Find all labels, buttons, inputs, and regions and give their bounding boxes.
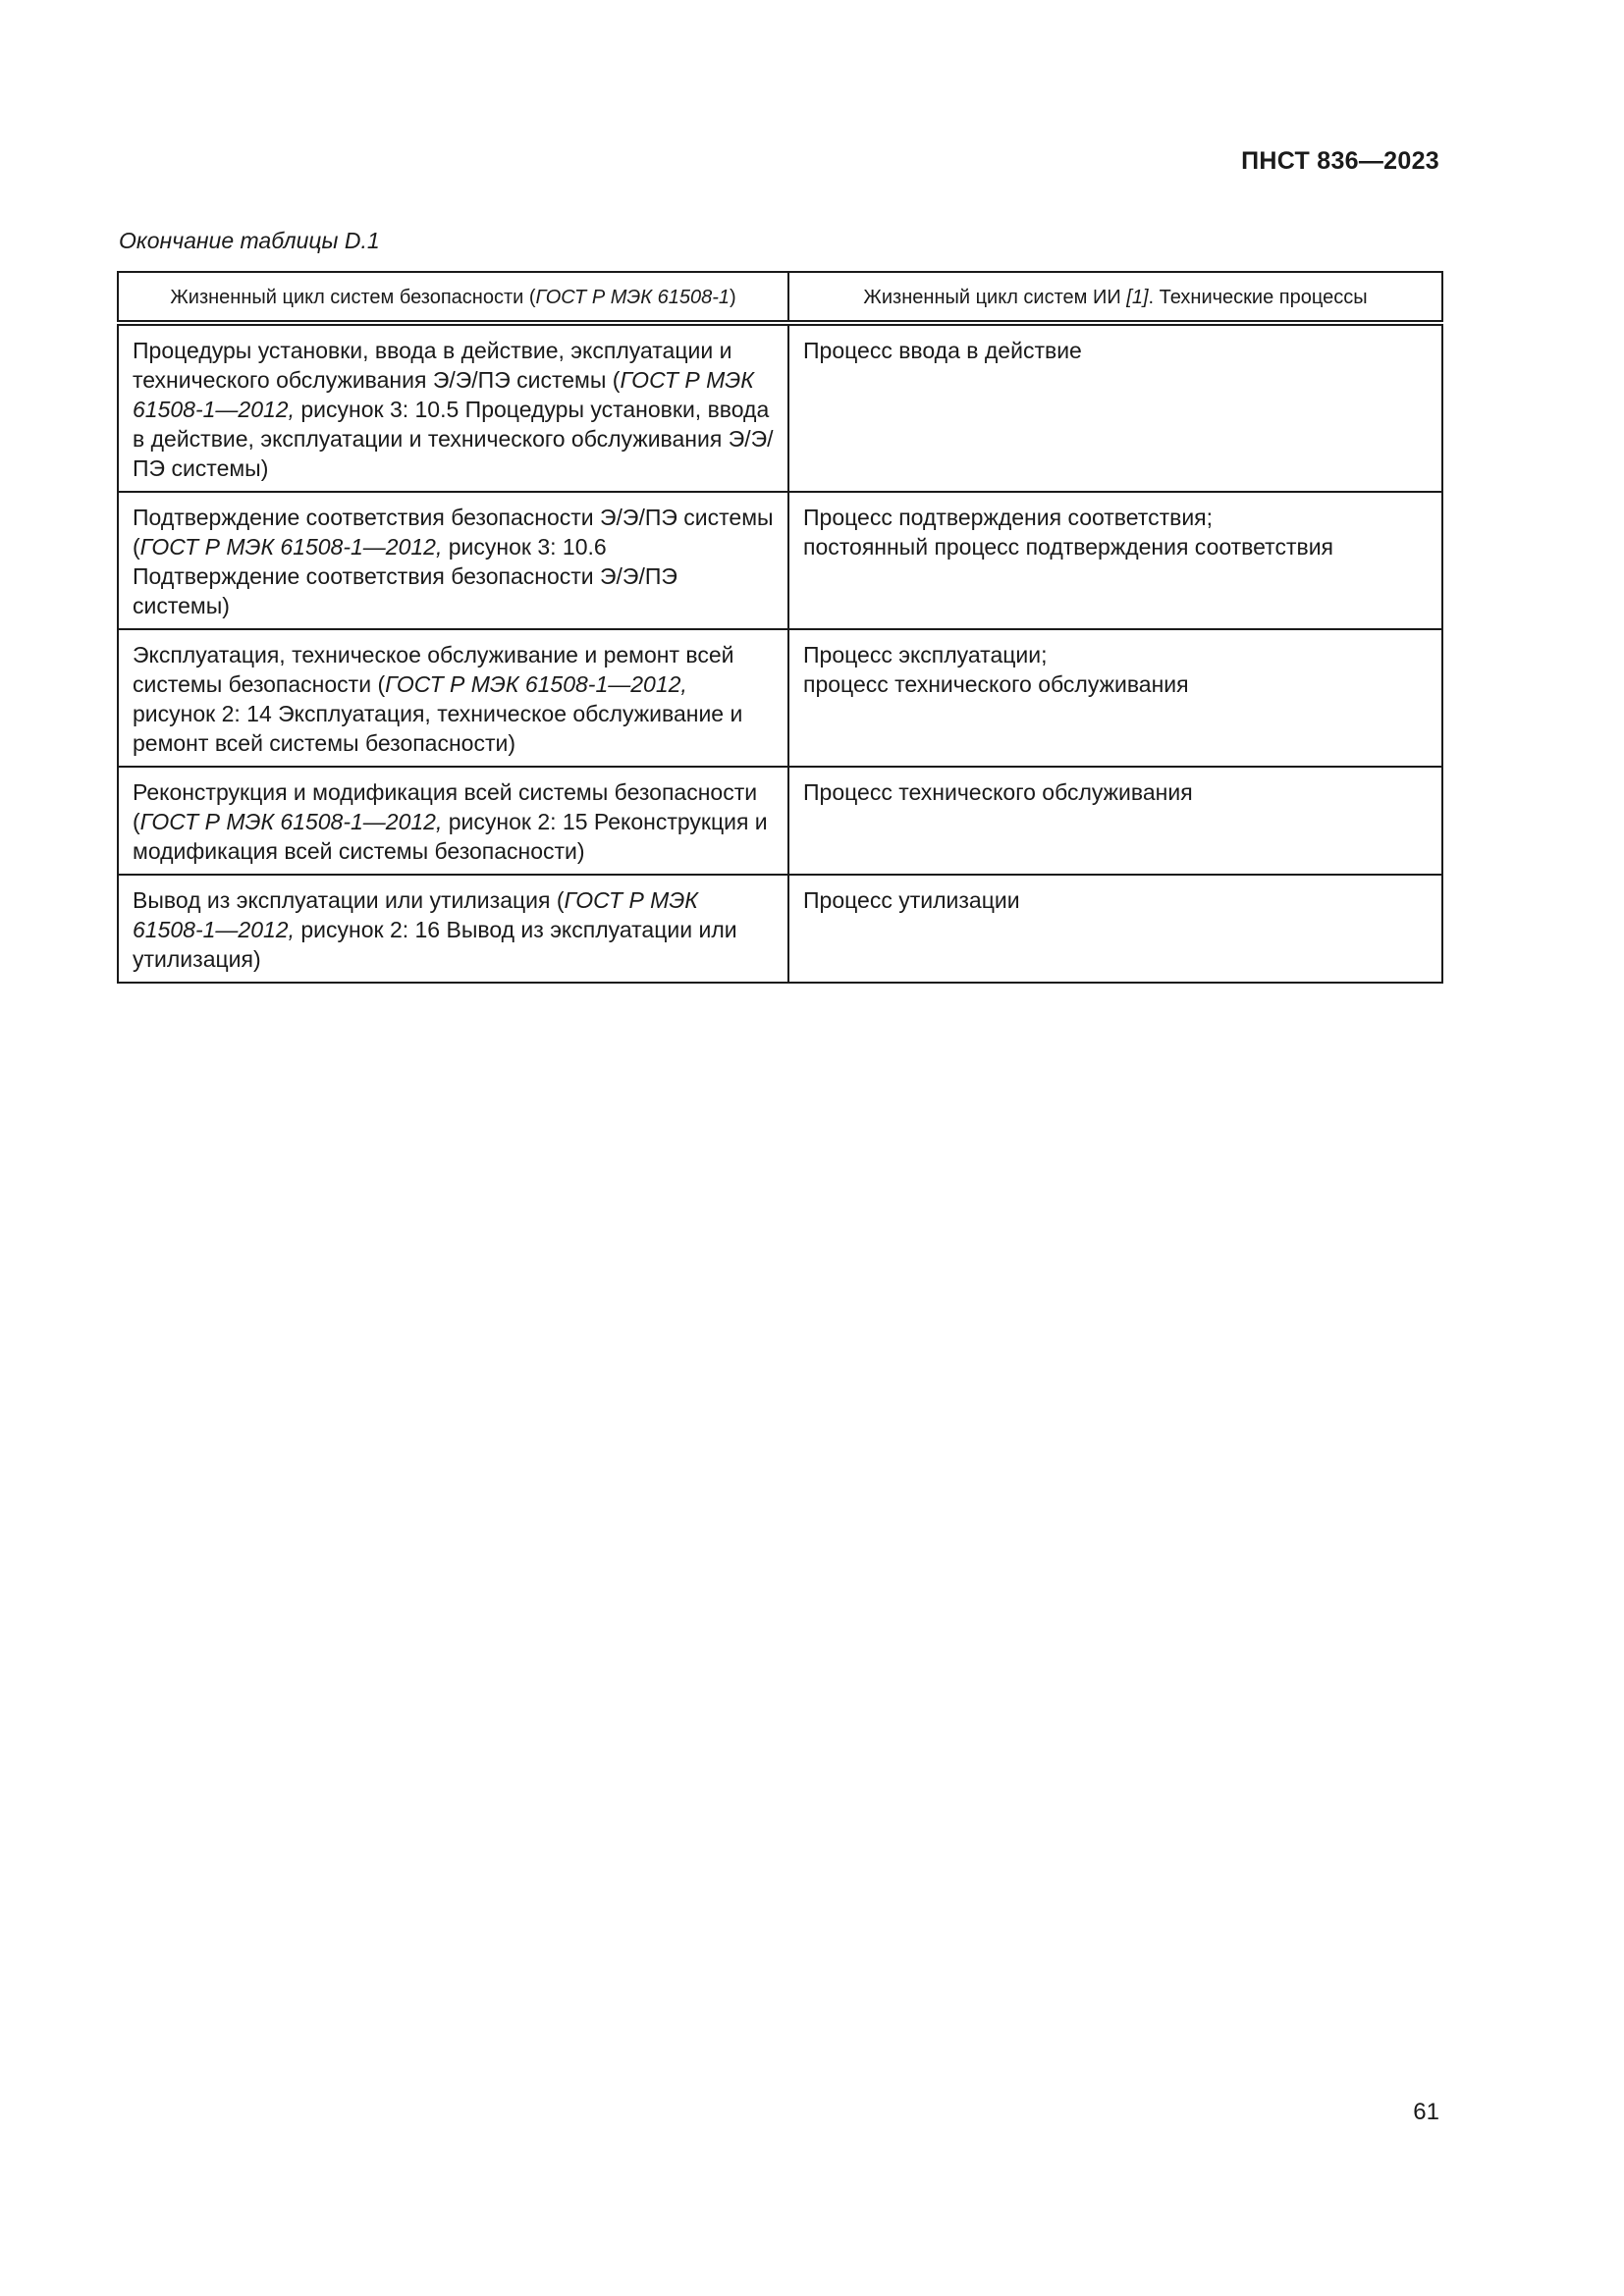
table-row bbox=[118, 323, 1442, 492]
safety-lifecycle-cell: Процедуры установки, ввода в действие, эксплуатации и технического обслуживания Э/Э/ПЭ системы (ГОСТ Р МЭК 61508-1—2012, рисунок 3: 10.5 Процедуры установки, ввода в действие, эксплуатации и технического обслуживания Э/Э/ПЭ системы) bbox=[118, 323, 788, 492]
table-header-row bbox=[118, 272, 1442, 323]
document-code: ПНСТ 836—2023 bbox=[1241, 147, 1439, 175]
safety-lifecycle-cell: Подтверждение соответствия безопасности Э/Э/ПЭ системы (ГОСТ Р МЭК 61508-1—2012, рисунок 3: 10.6 Подтверждение соответствия безопасности Э/Э/ПЭ системы) bbox=[118, 492, 788, 629]
ai-process-cell: Процесс технического обслуживания bbox=[788, 767, 1442, 875]
column-header-safety-lifecycle: Жизненный цикл систем безопасности (ГОСТ Р МЭК 61508-1) bbox=[118, 272, 788, 323]
ai-process-cell: Процесс ввода в действие bbox=[788, 323, 1442, 492]
safety-lifecycle-cell: Реконструкция и модификация всей системы безопасности (ГОСТ Р МЭК 61508-1—2012, рисунок 2: 15 Реконструкция и модификация всей системы безопасности) bbox=[118, 767, 788, 875]
table-row bbox=[118, 629, 1442, 767]
column-header-ai-lifecycle: Жизненный цикл систем ИИ [1]. Технические процессы bbox=[788, 272, 1442, 323]
safety-lifecycle-cell: Эксплуатация, техническое обслуживание и ремонт всей системы безопасности (ГОСТ Р МЭК 61508-1—2012, рисунок 2: 14 Эксплуатация, техническое обслуживание и ремонт всей системы безопасности) bbox=[118, 629, 788, 767]
table-row bbox=[118, 875, 1442, 983]
safety-lifecycle-cell: Вывод из эксплуатации или утилизация (ГОСТ Р МЭК 61508-1—2012, рисунок 2: 16 Вывод из эксплуатации или утилизация) bbox=[118, 875, 788, 983]
table-caption: Окончание таблицы D.1 bbox=[119, 228, 380, 253]
ai-process-cell: Процесс подтверждения соответствия; постоянный процесс подтверждения соответствия bbox=[788, 492, 1442, 629]
lifecycle-table bbox=[117, 271, 1441, 984]
table-row bbox=[118, 492, 1442, 629]
ai-process-cell: Процесс эксплуатации; процесс технического обслуживания bbox=[788, 629, 1442, 767]
ai-process-cell: Процесс утилизации bbox=[788, 875, 1442, 983]
table-row bbox=[118, 767, 1442, 875]
page-number: 61 bbox=[1413, 2099, 1439, 2125]
